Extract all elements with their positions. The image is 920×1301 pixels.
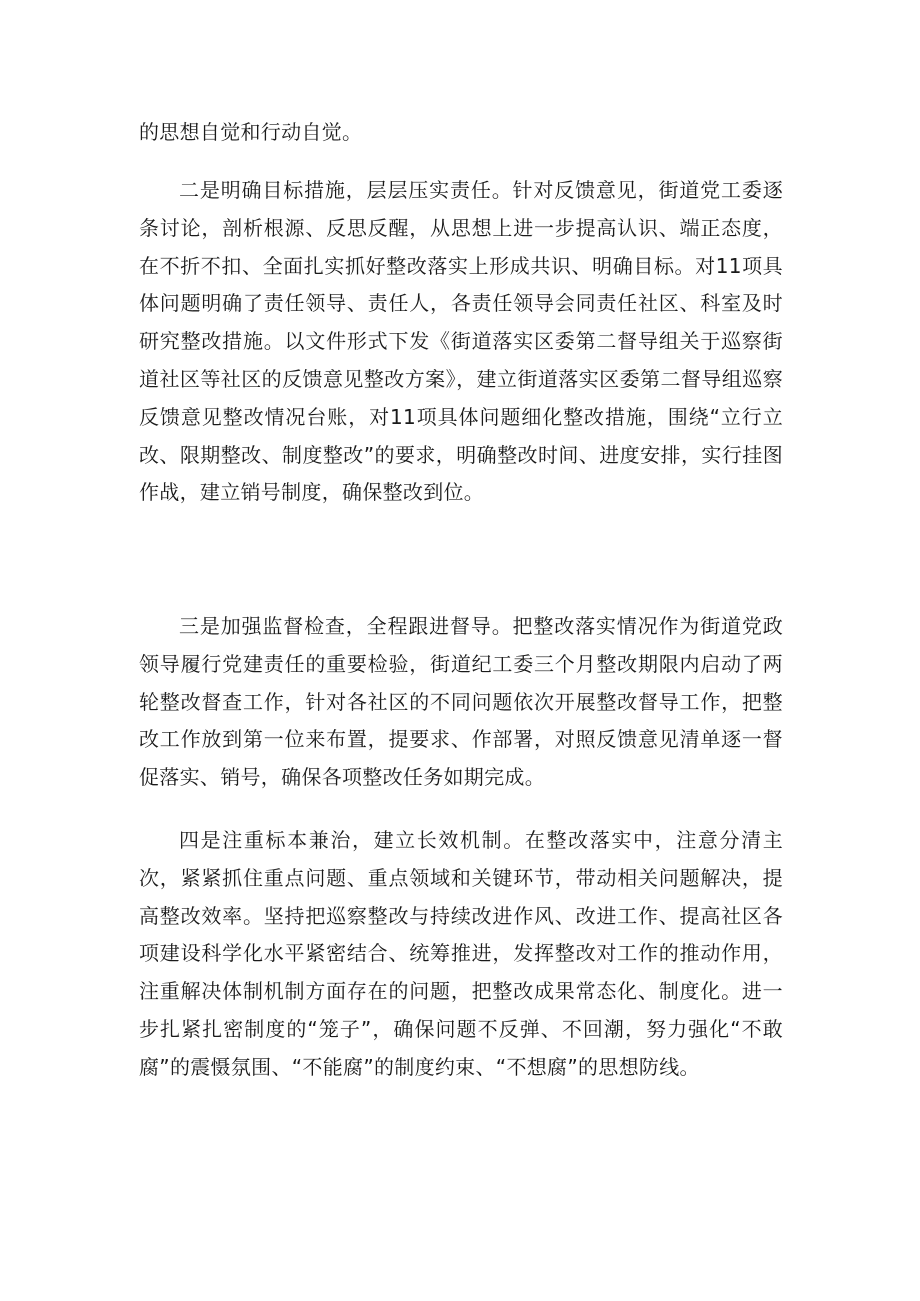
paragraph-continuation: 的思想自觉和行动自觉。: [139, 120, 363, 144]
paragraph-point-four: 四是注重标本兼治，建立长效机制。在整改落实中，注意分清主次，紧紧抓住重点问题、重点领域和关键环节，带动相关问题解决，提高整改效率。坚持把巡察整改与持续改进作风、改进工作、提高社区各项建设科学化水平紧密结合、统筹推进，发挥整改对工作的推动作用，注重解决体制机制方面存在的问题，把整改成果常态化、制度化。进一步扎紧扎密制度的“笼子”，确保问题不反弹、不回潮，努力强化“不敢腐”的震慑氛围、“不能腐”的制度约束、“不想腐”的思想防线。: [139, 828, 783, 1079]
paragraph-point-three: 三是加强监督检查，全程跟进督导。把整改落实情况作为街道党政领导履行党建责任的重要检验，街道纪工委三个月整改期限内启动了两轮整改督查工作，针对各社区的不同问题依次开展整改督导工作，把整改工作放到第一位来布置，提要求、作部署，对照反馈意见清单逐一督促落实、销号，确保各项整改任务如期完成。: [139, 614, 783, 790]
paragraph-point-two: 二是明确目标措施，层层压实责任。针对反馈意见，街道党工委逐条讨论，剖析根源、反思反醒，从思想上进一步提高认识、端正态度，在不折不扣、全面扎实抓好整改落实上形成共识、明确目标。对11项具体问题明确了责任领导、责任人，各责任领导会同责任社区、科室及时研究整改措施。以文件形式下发《街道落实区委第二督导组关于巡察街道社区等社区的反馈意见整改方案》，建立街道落实区委第二督导组巡察反馈意见整改情况台账，对11项具体问题细化整改措施，围绕“立行立改、限期整改、制度整改”的要求，明确整改时间、进度安排，实行挂图作战，建立销号制度，确保整改到位。: [139, 178, 783, 505]
